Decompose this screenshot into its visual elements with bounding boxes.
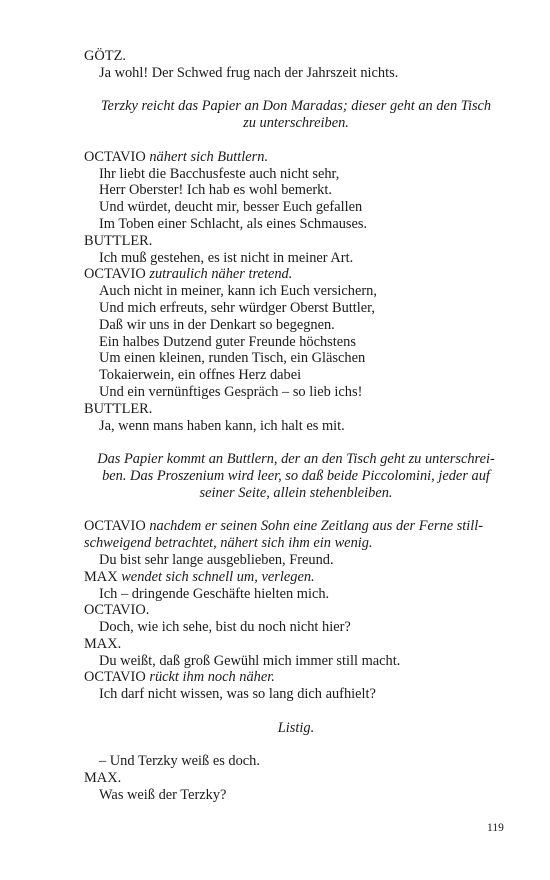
speaker-name: BUTTLER. bbox=[84, 232, 153, 249]
verse-line: Was weiß der Terzky? bbox=[99, 787, 227, 804]
verse-line: Im Toben einer Schlacht, als eines Schmauses. bbox=[99, 215, 368, 232]
stage-direction-inline: nähert sich Buttlern. bbox=[149, 148, 269, 165]
speaker-name: OCTAVIO bbox=[84, 518, 146, 535]
verse-line: – Und Terzky weiß es doch. bbox=[99, 753, 260, 770]
verse-line: Doch, wie ich sehe, bist du noch nicht hier? bbox=[99, 619, 351, 636]
stage-direction-continued: schweigend betrachtet, nähert sich ihm ein wenig. bbox=[84, 535, 373, 552]
verse-line: Und würdet, deucht mir, besser Euch gefallen bbox=[99, 199, 363, 216]
speaker-name: MAX bbox=[84, 568, 118, 585]
verse-line: Auch nicht in meiner, kann ich Euch versichern, bbox=[99, 283, 377, 300]
spacer bbox=[84, 703, 508, 720]
verse-line: Um einen kleinen, runden Tisch, ein Gläschen bbox=[99, 350, 366, 367]
stage-direction-line: zu unterschreiben. bbox=[243, 115, 349, 132]
stage-direction-line: Listig. bbox=[277, 719, 315, 736]
stage-direction-inline: wendet sich schnell um, verlegen. bbox=[121, 568, 315, 585]
spacer bbox=[84, 737, 508, 754]
verse-line: Ja, wenn mans haben kann, ich halt es mit. bbox=[99, 417, 345, 434]
verse-line: Ihr liebt die Bacchusfeste auch nicht sehr, bbox=[99, 165, 340, 182]
verse-line: Herr Oberster! Ich hab es wohl bemerkt. bbox=[99, 182, 332, 199]
spacer bbox=[84, 434, 508, 451]
speaker-name: BUTTLER. bbox=[84, 400, 153, 417]
speaker-line bbox=[84, 518, 508, 535]
verse-line: Tokaierwein, ein offnes Herz dabei bbox=[99, 367, 302, 384]
speaker-line bbox=[84, 636, 508, 653]
page-number: 119 bbox=[487, 822, 504, 834]
speaker-line bbox=[84, 602, 508, 619]
stage-direction-inline: rückt ihm noch näher. bbox=[149, 669, 275, 686]
speaker-line bbox=[84, 401, 508, 418]
verse-line: Ich muß gestehen, es ist nicht in meiner Art. bbox=[99, 249, 354, 266]
play-text bbox=[84, 48, 508, 804]
stage-direction-inline: zutraulich näher tretend. bbox=[149, 266, 293, 283]
verse-line: Ich darf nicht wissen, was so lang dich aufhielt? bbox=[99, 686, 376, 703]
spacer bbox=[84, 132, 508, 149]
speaker-name: OCTAVIO bbox=[84, 148, 146, 165]
verse-line: Und ein vernünftiges Gespräch – so lieb ichs! bbox=[99, 383, 363, 400]
speaker-name: OCTAVIO bbox=[84, 669, 146, 686]
spacer bbox=[84, 82, 508, 99]
verse-line: Du weißt, daß groß Gewühl mich immer still macht. bbox=[99, 652, 401, 669]
speaker-line bbox=[84, 770, 508, 787]
stage-direction-inline: nachdem er seinen Sohn eine Zeitlang aus der Ferne still- bbox=[149, 518, 484, 535]
speaker-name: OCTAVIO bbox=[84, 266, 146, 283]
speaker-name: MAX. bbox=[84, 770, 122, 787]
verse-line: Und mich erfreuts, sehr würdger Oberst Buttler, bbox=[99, 299, 375, 316]
stage-direction-line: ben. Das Proszenium wird leer, so daß beide Piccolomini, jeder auf bbox=[102, 467, 490, 484]
spacer bbox=[84, 502, 508, 519]
verse-line: Ein halbes Dutzend guter Freunde höchstens bbox=[99, 333, 356, 350]
verse-line: Du bist sehr lange ausgeblieben, Freund. bbox=[99, 551, 334, 568]
speaker-line bbox=[84, 266, 508, 283]
stage-direction-line: Das Papier kommt an Buttlern, der an den Tisch geht zu unterschrei- bbox=[97, 451, 495, 468]
speaker-line bbox=[84, 149, 508, 166]
speaker-line bbox=[84, 48, 508, 65]
speaker-line bbox=[84, 669, 508, 686]
stage-direction-line: seiner Seite, allein stehenbleiben. bbox=[199, 484, 393, 501]
speaker-name: OCTAVIO. bbox=[84, 602, 150, 619]
speaker-name: GÖTZ. bbox=[84, 48, 126, 64]
speaker-line bbox=[84, 569, 508, 586]
verse-line: Daß wir uns in der Denkart so begegnen. bbox=[99, 316, 335, 333]
speaker-name: MAX. bbox=[84, 635, 122, 652]
verse-line: Ja wohl! Der Schwed frug nach der Jahrszeit nichts. bbox=[99, 64, 399, 81]
speaker-line bbox=[84, 233, 508, 250]
stage-direction-line: Terzky reicht das Papier an Don Maradas; dieser geht an den Tisch bbox=[100, 98, 492, 115]
verse-line: Ich – dringende Geschäfte hielten mich. bbox=[99, 585, 330, 602]
